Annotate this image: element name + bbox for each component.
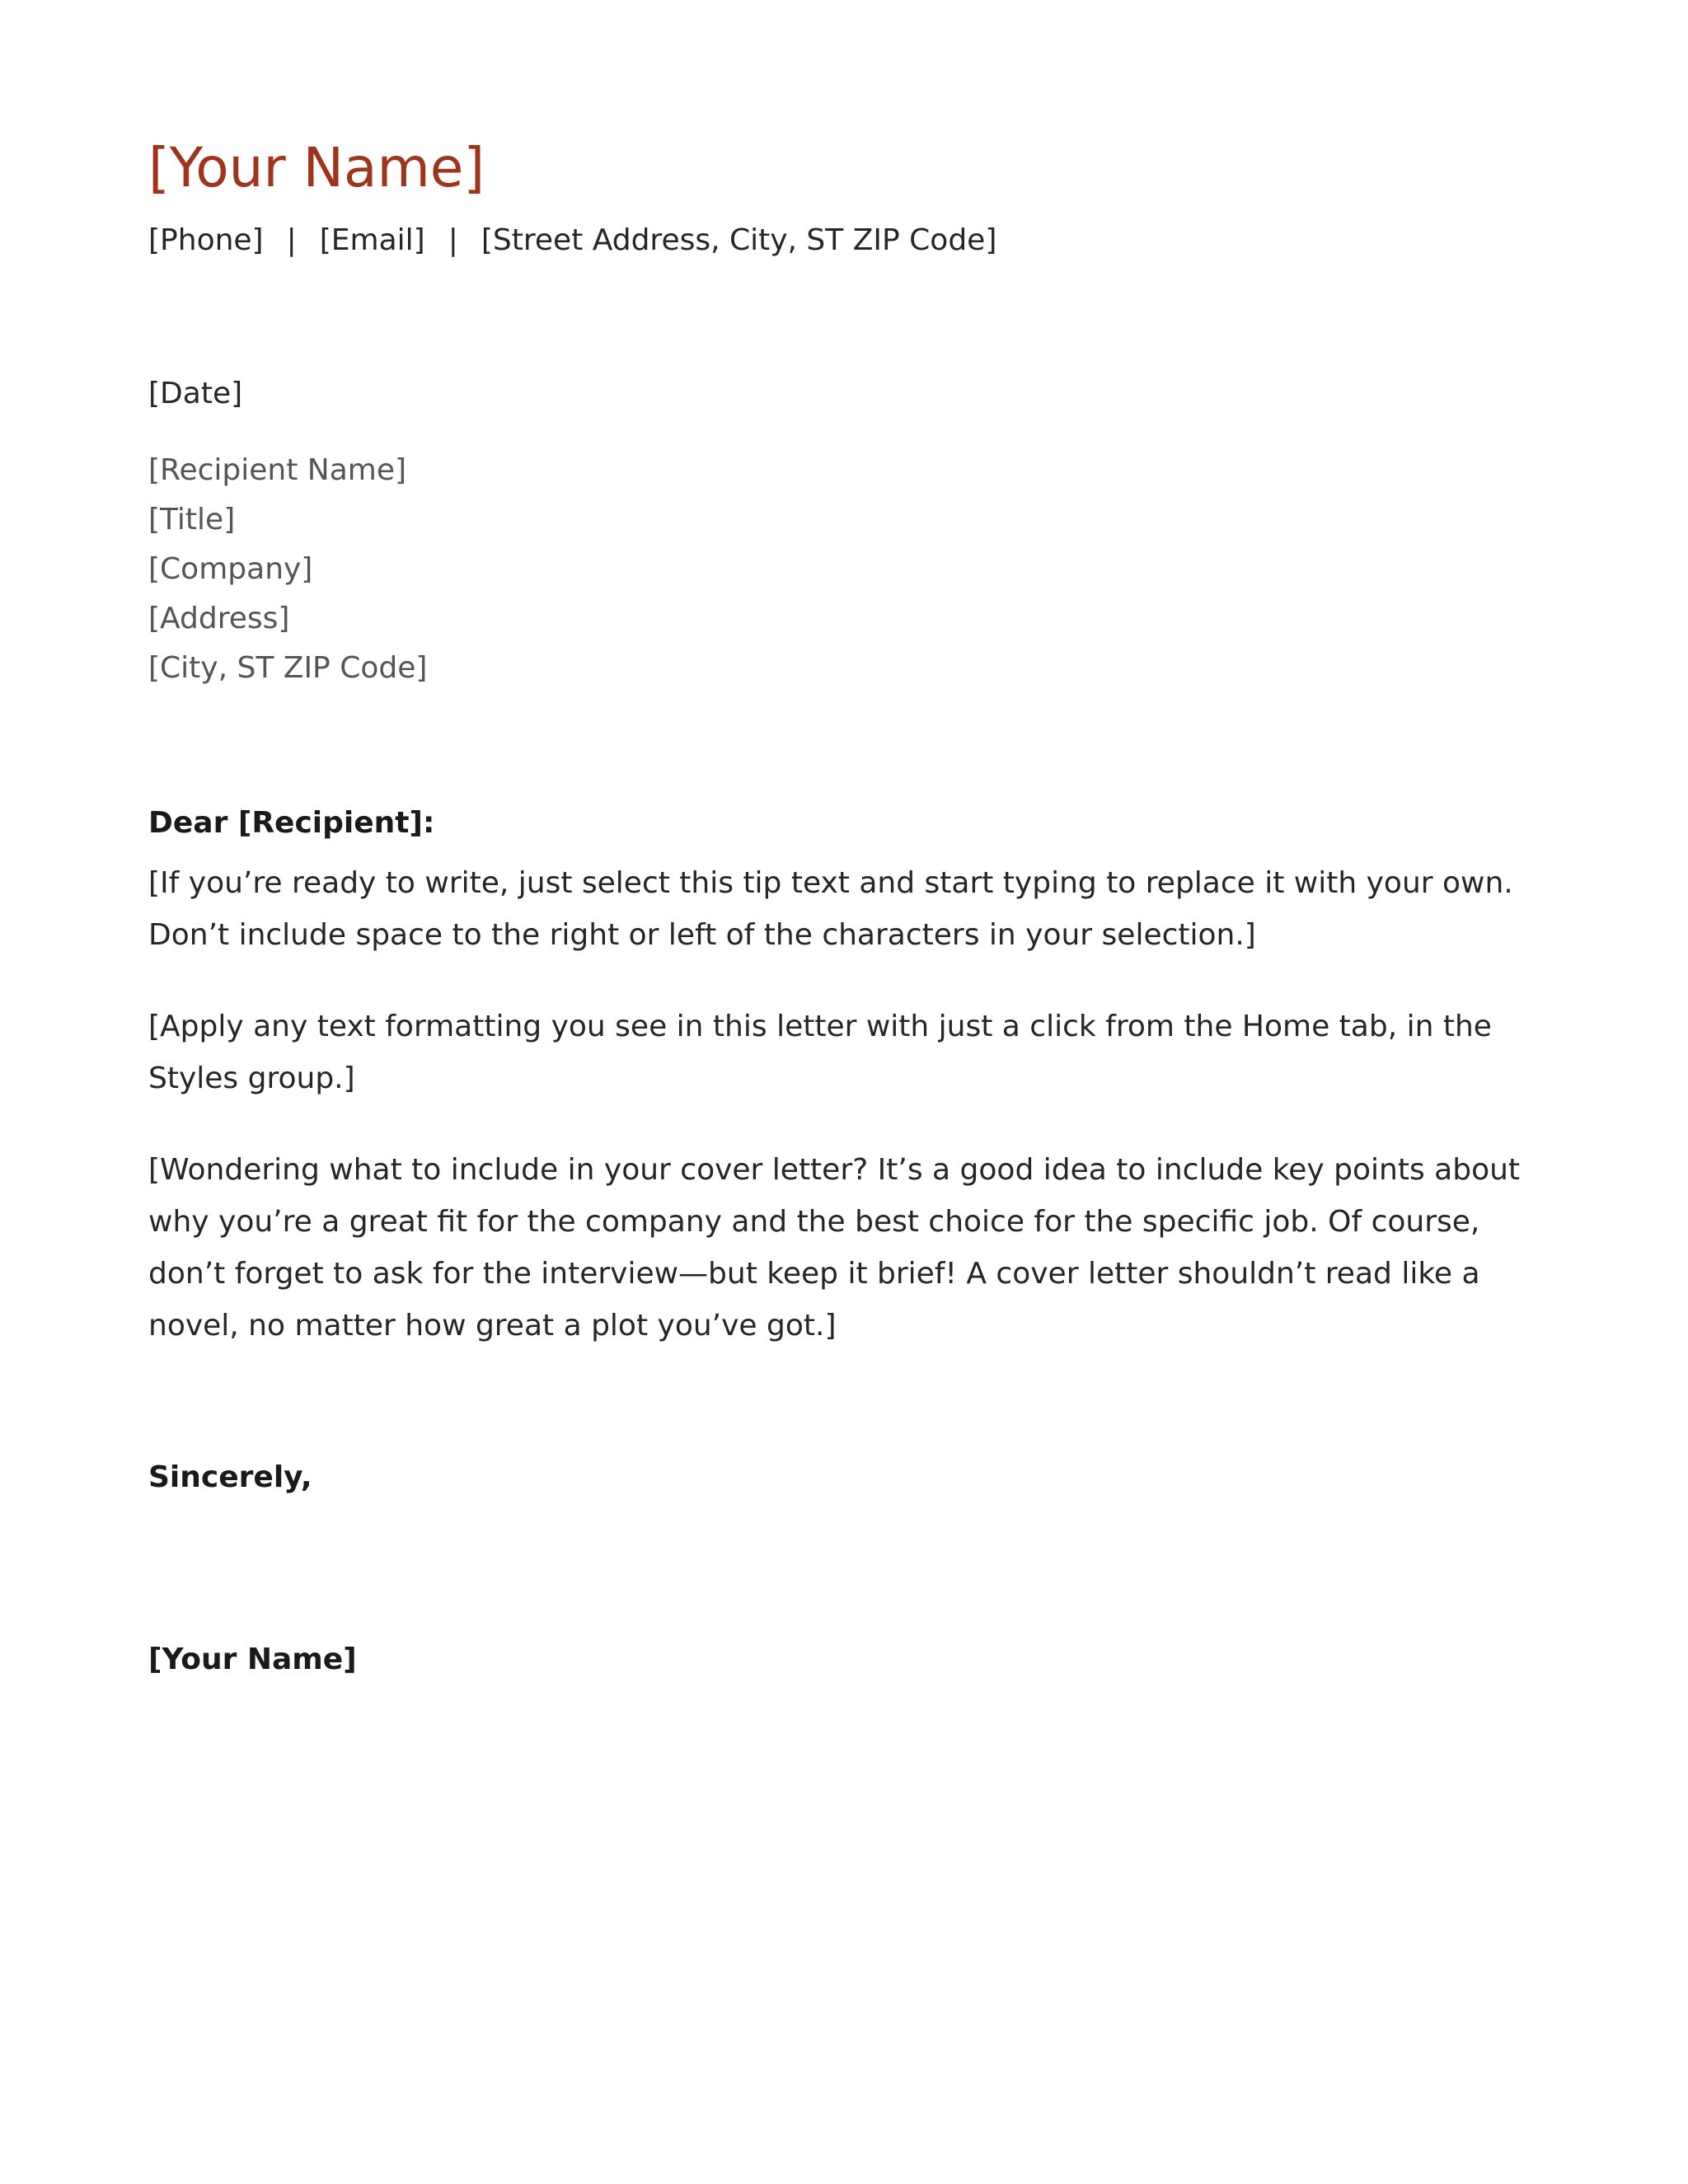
- recipient-title-field[interactable]: [Title]: [148, 503, 236, 537]
- sender-name[interactable]: [Your Name]: [148, 136, 485, 199]
- recipient-name-field[interactable]: [Recipient Name]: [148, 453, 407, 487]
- recipient-city-field[interactable]: [City, ST ZIP Code]: [148, 651, 428, 685]
- recipient-address-field[interactable]: [Address]: [148, 602, 290, 635]
- body-paragraph-2[interactable]: [Apply any text formatting you see in this letter with just a click from the Home tab, in the Styles group.]: [148, 1010, 1492, 1095]
- salutation[interactable]: Dear [Recipient]:: [148, 806, 435, 840]
- signature-name[interactable]: [Your Name]: [148, 1643, 357, 1676]
- date-field[interactable]: [Date]: [148, 377, 243, 410]
- body-paragraph-3[interactable]: [Wondering what to include in your cover letter? It’s a good idea to include key points about why you’re a great fit for the company and the best choice for the specific job. Of course, don’t forget to ask for the interview—but keep it brief! A cover letter shouldn’t read like a novel, no matter how great a plot you’ve got.]: [148, 1153, 1521, 1343]
- phone-field[interactable]: [Phone]: [148, 223, 264, 257]
- recipient-block: [148, 446, 427, 693]
- recipient-company-field[interactable]: [Company]: [148, 552, 313, 586]
- contact-separator: |: [286, 223, 297, 257]
- contact-separator: |: [448, 223, 458, 257]
- email-field[interactable]: [Email]: [319, 223, 425, 257]
- contact-line: [148, 223, 996, 258]
- closing[interactable]: Sincerely,: [148, 1460, 312, 1494]
- street-address-field[interactable]: [Street Address, City, ST ZIP Code]: [481, 223, 997, 257]
- body-paragraph-1[interactable]: [If you’re ready to write, just select this tip text and start typing to replace it with your own. Don’t include space to the right or left of the characters in your selection.]: [148, 866, 1513, 952]
